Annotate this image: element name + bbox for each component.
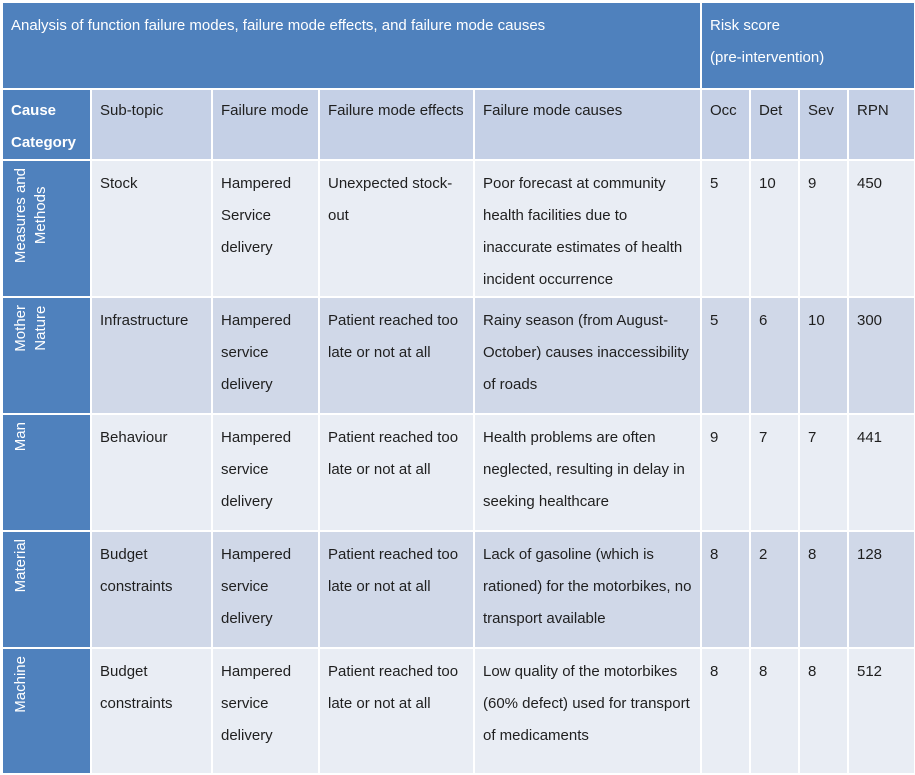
cause-category-cell bbox=[2, 414, 91, 531]
rpn-cell: 300 bbox=[848, 297, 915, 414]
cause-category-cell bbox=[2, 297, 91, 414]
table-row bbox=[2, 160, 915, 297]
subtopic-cell: Budget constraints bbox=[91, 648, 212, 774]
col-sev: Sev bbox=[799, 89, 848, 160]
effects-cell: Patient reached too late or not at all bbox=[319, 531, 474, 648]
causes-cell: Health problems are often neglected, resulting in delay in seeking healthcare bbox=[474, 414, 701, 531]
cause-category-label: Mother Nature bbox=[12, 305, 49, 352]
risk-score-sublabel: (pre-intervention) bbox=[710, 49, 825, 66]
table-row bbox=[2, 531, 915, 648]
cause-category-cell bbox=[2, 531, 91, 648]
column-header-row bbox=[2, 89, 915, 160]
failure-mode-cell: Hampered service delivery bbox=[212, 648, 319, 774]
cause-category-label: Man bbox=[12, 422, 29, 452]
effects-cell: Patient reached too late or not at all bbox=[319, 414, 474, 531]
fmea-table bbox=[1, 1, 915, 775]
failure-mode-cell: Hampered service delivery bbox=[212, 414, 319, 531]
effects-cell: Unexpected stock-out bbox=[319, 160, 474, 297]
sev-cell: 8 bbox=[799, 648, 848, 774]
risk-score-label: Risk score bbox=[710, 17, 781, 34]
col-failure-causes: Failure mode causes bbox=[474, 89, 701, 160]
banner-row bbox=[2, 2, 915, 89]
col-failure-mode: Failure mode bbox=[212, 89, 319, 160]
col-occ: Occ bbox=[701, 89, 750, 160]
failure-mode-cell: Hampered service delivery bbox=[212, 297, 319, 414]
subtopic-cell: Behaviour bbox=[91, 414, 212, 531]
rpn-cell: 450 bbox=[848, 160, 915, 297]
causes-cell: Poor forecast at community health facilities due to inaccurate estimates of health incident occurrence bbox=[474, 160, 701, 297]
cause-category-cell bbox=[2, 160, 91, 297]
subtopic-cell: Budget constraints bbox=[91, 531, 212, 648]
sev-cell: 8 bbox=[799, 531, 848, 648]
failure-mode-cell: Hampered Service delivery bbox=[212, 160, 319, 297]
col-failure-effects: Failure mode effects bbox=[319, 89, 474, 160]
sev-cell: 7 bbox=[799, 414, 848, 531]
causes-cell: Rainy season (from August-October) causes inaccessibility of roads bbox=[474, 297, 701, 414]
col-cause-category: Cause Category bbox=[2, 89, 91, 160]
causes-cell: Lack of gasoline (which is rationed) for the motorbikes, no transport available bbox=[474, 531, 701, 648]
occ-cell: 8 bbox=[701, 648, 750, 774]
table-row bbox=[2, 648, 915, 774]
table-row bbox=[2, 414, 915, 531]
col-subtopic: Sub-topic bbox=[91, 89, 212, 160]
table-row bbox=[2, 297, 915, 414]
rpn-cell: 128 bbox=[848, 531, 915, 648]
cause-category-label: Machine bbox=[12, 656, 29, 713]
cause-category-label: Measures and Methods bbox=[12, 168, 49, 264]
failure-mode-cell: Hampered service delivery bbox=[212, 531, 319, 648]
occ-cell: 5 bbox=[701, 297, 750, 414]
effects-cell: Patient reached too late or not at all bbox=[319, 297, 474, 414]
det-cell: 10 bbox=[750, 160, 799, 297]
subtopic-cell: Infrastructure bbox=[91, 297, 212, 414]
table-title-text: Analysis of function failure modes, failure mode effects, and failure mode causes bbox=[11, 17, 546, 34]
sev-cell: 9 bbox=[799, 160, 848, 297]
det-cell: 6 bbox=[750, 297, 799, 414]
det-cell: 8 bbox=[750, 648, 799, 774]
rpn-cell: 441 bbox=[848, 414, 915, 531]
subtopic-cell: Stock bbox=[91, 160, 212, 297]
table-title bbox=[2, 2, 701, 89]
effects-cell: Patient reached too late or not at all bbox=[319, 648, 474, 774]
col-det: Det bbox=[750, 89, 799, 160]
col-rpn: RPN bbox=[848, 89, 915, 160]
causes-cell: Low quality of the motorbikes (60% defect) used for transport of medicaments bbox=[474, 648, 701, 774]
risk-score-header bbox=[701, 2, 915, 89]
occ-cell: 9 bbox=[701, 414, 750, 531]
det-cell: 7 bbox=[750, 414, 799, 531]
cause-category-label: Material bbox=[12, 539, 29, 593]
occ-cell: 8 bbox=[701, 531, 750, 648]
det-cell: 2 bbox=[750, 531, 799, 648]
sev-cell: 10 bbox=[799, 297, 848, 414]
cause-category-cell bbox=[2, 648, 91, 774]
occ-cell: 5 bbox=[701, 160, 750, 297]
rpn-cell: 512 bbox=[848, 648, 915, 774]
